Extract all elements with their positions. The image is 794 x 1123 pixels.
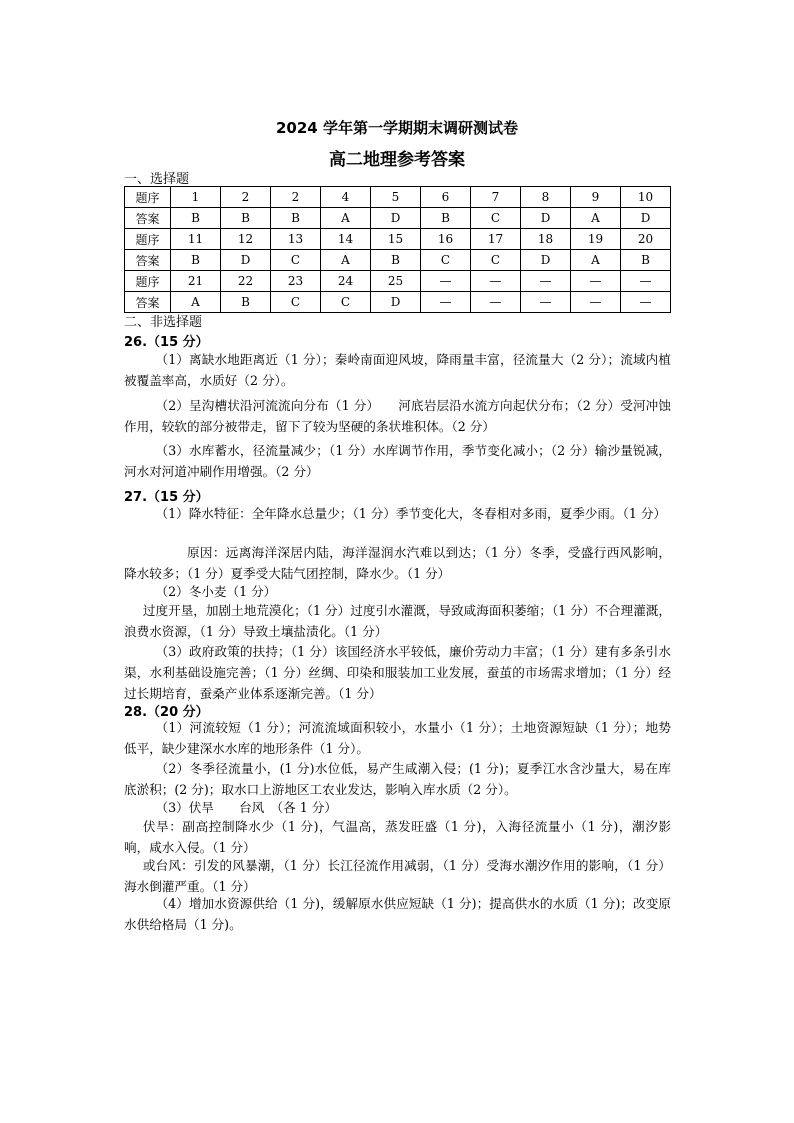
section-choice-heading: 一、选择题 bbox=[124, 172, 190, 187]
table-cell: 11 bbox=[171, 229, 221, 250]
table-row bbox=[125, 271, 671, 292]
q27-part1: （1）降水特征：全年降水总量少；（1 分）季节变化大，冬春相对多雨，夏季少雨。（1 分） bbox=[155, 506, 667, 521]
table-row bbox=[125, 208, 671, 229]
table-cell: 23 bbox=[271, 271, 321, 292]
q26-part2: （2）呈沟槽状沿河流流向分布（1 分） 河底岩层沿水流方向起伏分布；（2 分）受河冲蚀作用，较软的部分被带走，留下了较为坚硬的条状堆积体。（2 分） bbox=[124, 398, 671, 434]
table-cell: B bbox=[271, 208, 321, 229]
table-cell: — bbox=[471, 292, 521, 313]
q27-part2: （2）冬小麦（1 分） bbox=[155, 584, 277, 599]
table-row bbox=[125, 292, 671, 313]
table-row-header: 答案 bbox=[125, 208, 171, 229]
q27-reason: 原因：远离海洋深居内陆，海洋湿润水汽难以到达；（1 分）冬季，受盛行西风影响，降水较多；（1 分）夏季受大陆气团控制，降水少。（1 分） bbox=[124, 545, 671, 581]
table-cell: B bbox=[171, 250, 221, 271]
table-cell: 20 bbox=[621, 229, 671, 250]
table-cell: — bbox=[521, 292, 571, 313]
q28-drought: 伏旱：副高控制降水少（1 分)，气温高，蒸发旺盛（1 分)，入海径流量小（1 分)，潮汐影响，咸水入侵。（1 分） bbox=[124, 819, 671, 855]
table-cell: 18 bbox=[521, 229, 571, 250]
table-cell: C bbox=[271, 250, 321, 271]
table-cell: C bbox=[321, 292, 371, 313]
q27-heading: 27.（15 分） bbox=[124, 490, 209, 505]
table-cell: — bbox=[421, 271, 471, 292]
table-cell: A bbox=[571, 208, 621, 229]
table-cell: C bbox=[271, 292, 321, 313]
table-cell: C bbox=[471, 208, 521, 229]
table-cell: — bbox=[421, 292, 471, 313]
q26-heading: 26.（15 分） bbox=[124, 335, 209, 350]
page-subtitle: 高二地理参考答案 bbox=[329, 150, 465, 170]
table-row-header: 答案 bbox=[125, 292, 171, 313]
table-cell: D bbox=[221, 250, 271, 271]
table-cell: B bbox=[171, 208, 221, 229]
table-cell: 16 bbox=[421, 229, 471, 250]
table-cell: — bbox=[471, 271, 521, 292]
q28-part3: （3）伏旱 台风 （各 1 分） bbox=[155, 800, 337, 815]
table-cell: — bbox=[571, 271, 621, 292]
table-row bbox=[125, 229, 671, 250]
q28-part4: （4）增加水资源供给（1 分)，缓解原水供应短缺（1 分)；提高供水的水质（1 分)；改变原水供给格局（1 分)。 bbox=[124, 896, 671, 932]
section-nonchoice-heading: 二、非选择题 bbox=[124, 315, 203, 330]
table-cell: 6 bbox=[421, 187, 471, 208]
answer-table bbox=[124, 186, 671, 313]
table-cell: 7 bbox=[471, 187, 521, 208]
table-cell: 8 bbox=[521, 187, 571, 208]
table-row bbox=[125, 250, 671, 271]
table-row-header: 题序 bbox=[125, 229, 171, 250]
table-cell: 2 bbox=[221, 187, 271, 208]
table-cell: D bbox=[521, 208, 571, 229]
table-cell: A bbox=[321, 208, 371, 229]
q28-typhoon: 或台风：引发的风暴潮，（1 分）长江径流作用减弱，（1 分）受海水潮汐作用的影响，（1 分）海水倒灌严重。（1 分） bbox=[124, 858, 671, 894]
table-cell: D bbox=[621, 208, 671, 229]
table-cell: D bbox=[371, 292, 421, 313]
q28-heading: 28.（20 分） bbox=[124, 705, 209, 720]
q28-part2: （2）冬季径流量小，(1 分)水位低，易产生咸潮入侵；(1 分)；夏季江水含沙量大，易在库底淤积；(2 分)；取水口上游地区工农业发达，影响入库水质（2 分）。 bbox=[124, 761, 671, 797]
table-row bbox=[125, 187, 671, 208]
table-cell: 21 bbox=[171, 271, 221, 292]
table-cell: 12 bbox=[221, 229, 271, 250]
table-cell: C bbox=[471, 250, 521, 271]
q27-part2-detail: 过度开垦，加剧土地荒漠化；（1 分）过度引水灌溉，导致咸海面积萎缩；（1 分）不合理灌溉，浪费水资源，（1 分）导致土壤盐渍化。（1 分） bbox=[124, 603, 671, 639]
table-cell: 25 bbox=[371, 271, 421, 292]
table-cell: B bbox=[221, 292, 271, 313]
table-cell: A bbox=[571, 250, 621, 271]
table-cell: B bbox=[621, 250, 671, 271]
table-cell: 17 bbox=[471, 229, 521, 250]
table-row-header: 答案 bbox=[125, 250, 171, 271]
q28-part1: （1）河流较短（1 分）；河流流域面积较小，水量小（1 分）；土地资源短缺（1 分）；地势低平，缺少建深水水库的地形条件（1 分）。 bbox=[124, 720, 671, 756]
table-cell: 15 bbox=[371, 229, 421, 250]
table-cell: — bbox=[571, 292, 621, 313]
table-cell: — bbox=[621, 271, 671, 292]
table-cell: — bbox=[621, 292, 671, 313]
table-cell: C bbox=[421, 250, 471, 271]
table-cell: 13 bbox=[271, 229, 321, 250]
table-cell: A bbox=[321, 250, 371, 271]
table-cell: B bbox=[371, 250, 421, 271]
table-cell: 1 bbox=[171, 187, 221, 208]
table-cell: 10 bbox=[621, 187, 671, 208]
page-title: 2024 学年第一学期期末调研测试卷 bbox=[276, 119, 518, 137]
table-cell: 24 bbox=[321, 271, 371, 292]
table-cell: 9 bbox=[571, 187, 621, 208]
table-row-header: 题序 bbox=[125, 187, 171, 208]
table-cell: 5 bbox=[371, 187, 421, 208]
table-cell: 22 bbox=[221, 271, 271, 292]
table-cell: 2 bbox=[271, 187, 321, 208]
q27-part3: （3）政府政策的扶持；（1 分）该国经济水平较低，廉价劳动力丰富；（1 分）建有多条引水渠，水利基础设施完善；（1 分）丝绸、印染和服装加工业发展，蚕茧的市场需求增加；（1 分）经过长期培育，蚕桑产业体系逐渐完善。（1 分） bbox=[124, 644, 671, 701]
table-cell: 14 bbox=[321, 229, 371, 250]
table-cell: B bbox=[221, 208, 271, 229]
table-row-header: 题序 bbox=[125, 271, 171, 292]
table-cell: D bbox=[521, 250, 571, 271]
q26-part3: （3）水库蓄水，径流量减少；（1 分）水库调节作用，季节变化减小；（2 分）输沙量锐减，河水对河道冲刷作用增强。（2 分） bbox=[124, 443, 671, 479]
table-cell: D bbox=[371, 208, 421, 229]
table-cell: 4 bbox=[321, 187, 371, 208]
table-cell: — bbox=[521, 271, 571, 292]
table-cell: B bbox=[421, 208, 471, 229]
q26-part1: （1）离缺水地距离近（1 分）；秦岭南面迎风坡，降雨量丰富，径流量大（2 分）；流域内植被覆盖率高，水质好（2 分）。 bbox=[124, 352, 671, 388]
table-cell: 19 bbox=[571, 229, 621, 250]
table-cell: A bbox=[171, 292, 221, 313]
